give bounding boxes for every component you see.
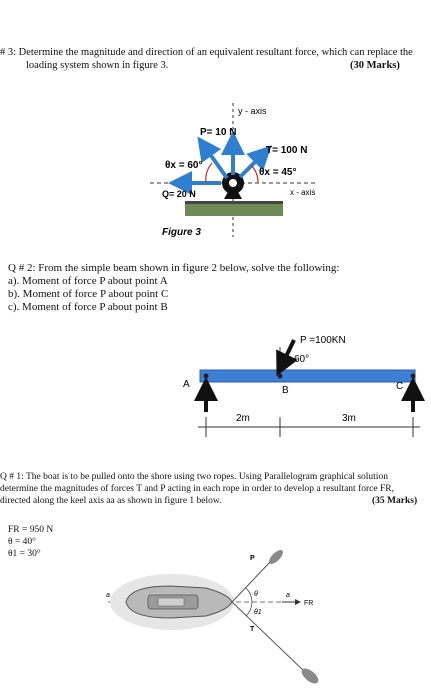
given-fr: FR = 950 N xyxy=(8,525,54,535)
figure-3-caption: Figure 3 xyxy=(162,227,201,238)
a-left-label: a xyxy=(106,592,110,599)
point-b-label: B xyxy=(282,385,289,396)
question-1 xyxy=(0,471,431,507)
a-right-label: a xyxy=(286,592,290,599)
p-force-arrow xyxy=(280,340,294,369)
figure-2 xyxy=(170,325,430,447)
dim-right-label: 3m xyxy=(342,413,356,424)
t-label: T xyxy=(250,626,255,633)
given-theta: θ = 40° xyxy=(8,537,36,547)
q2-item-b: b). Moment of force P about point C xyxy=(8,288,169,300)
fr-arrow xyxy=(295,599,301,605)
figure-1 xyxy=(100,550,350,688)
q-force-label: Q= 20 N xyxy=(162,189,196,199)
theta-left-arrow xyxy=(202,143,227,178)
q3-line-1: # 3: Determine the magnitude and direction of an equivalent resultant force, which can replace the xyxy=(0,47,413,58)
given-theta1: θ1 = 30° xyxy=(8,549,41,559)
angle-label: 60° xyxy=(294,354,310,365)
t-force-label: T= 100 N xyxy=(266,145,308,156)
q2-title: Q # 2: From the simple beam shown in figure 2 below, solve the following: xyxy=(8,262,340,274)
p-force-label: P= 10 N xyxy=(200,127,237,138)
rope-p xyxy=(232,560,272,602)
rope-t xyxy=(232,602,305,672)
theta1-label: θ1 xyxy=(254,609,262,616)
theta-left-label: θx = 60° xyxy=(165,160,203,171)
p-label: P xyxy=(250,555,255,562)
question-2 xyxy=(0,262,431,314)
peg-p xyxy=(267,550,285,566)
q1-marks: (35 Marks) xyxy=(372,496,418,506)
theta-right-label: θx = 45° xyxy=(259,167,297,178)
figure-3 xyxy=(140,95,330,245)
q3-line-2: loading system shown in figure 3. xyxy=(26,60,169,71)
p-label: P =100KN xyxy=(300,335,346,346)
q1-line-3: directed along the keel axis aa as shown in figure 1 below. xyxy=(0,496,222,506)
q2-item-c: c). Moment of force P about point B xyxy=(8,301,168,313)
q1-line-2: determine the magnitudes of forces T and P acting in each rope in order to develop a resultant force FR, xyxy=(0,484,394,494)
q1-given xyxy=(8,524,53,560)
fr-label: FR xyxy=(304,600,314,607)
q2-item-a: a). Moment of force P about point A xyxy=(8,275,168,287)
x-axis-label: x - axis xyxy=(290,188,316,197)
point-c-label: C xyxy=(396,381,404,392)
y-axis-label: y - axis xyxy=(238,106,267,116)
q1-line-1: Q # 1: The boat is to be pulled onto the shore using two ropes. Using Parallelogram graphical solution xyxy=(0,472,388,482)
dim-left-label: 2m xyxy=(236,413,250,424)
q3-marks: (30 Marks) xyxy=(350,60,400,71)
theta-label: θ xyxy=(254,591,258,598)
beam xyxy=(200,370,415,382)
point-a-label: A xyxy=(183,379,190,390)
angle-arc-left xyxy=(206,163,212,183)
